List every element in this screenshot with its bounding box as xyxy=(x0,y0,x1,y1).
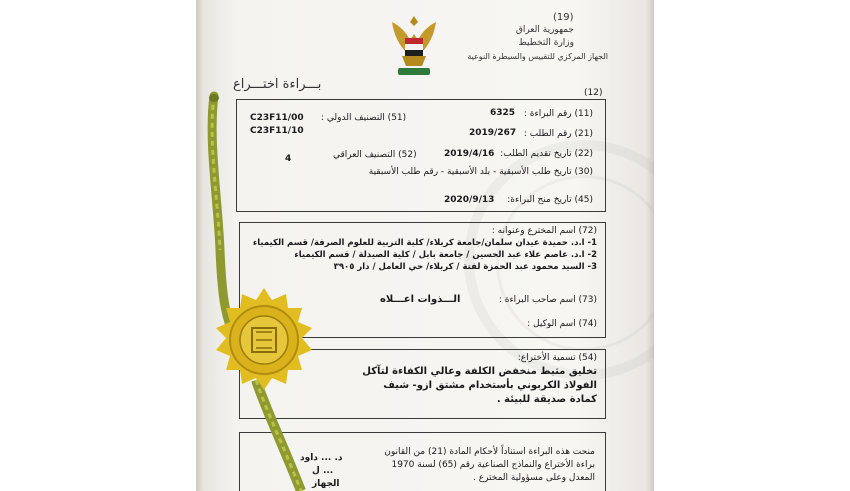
owner: الـــذوات اعـــلاه xyxy=(380,294,461,305)
invention-title-line-3: كمادة صديقة للبيئة . xyxy=(496,394,597,405)
grant-date: 2020/9/13 xyxy=(444,195,495,205)
invention-label: (54) تسمية الأختراع: xyxy=(517,353,597,363)
filing-date-label: (22) تاريخ تقديم الطلب: xyxy=(500,149,593,159)
agent-label: (74) اسم الوكيل : xyxy=(527,319,597,329)
legal-line-3: المعدل وعلى مسؤولية المخترع . xyxy=(473,473,595,483)
grant-date-label: (45) تاريخ منح البراءة: xyxy=(507,195,593,205)
intl-class-label: (51) التصنيف الدولي : xyxy=(321,113,407,123)
inventor-3: 3- السيد محمود عبد الحمزة لفتة / كربلاء/ حي العامل / دار ٣٩٠٥ xyxy=(333,262,597,272)
intl-class-1: C23F11/00 xyxy=(250,113,304,123)
filing-date: 2019/4/16 xyxy=(444,149,495,159)
priority-line: (30) تاريخ طلب الأسبقية - بلد الأسبقية - رقم طلب الأسبقية xyxy=(368,167,593,177)
republic-title: جمهورية العراق xyxy=(515,25,574,35)
green-ribbon-icon xyxy=(196,0,336,491)
intl-class-2: C23F11/10 xyxy=(250,126,304,136)
eagle-emblem-icon xyxy=(388,12,440,78)
gold-seal-icon xyxy=(198,286,330,406)
document-photo xyxy=(196,0,654,491)
document-code: (12) xyxy=(584,88,603,98)
inventor-2: 2- ا.د. عاصم علاء عبد الحسين / جامعة بابل / كلية الصيدلة / قسم الكيمياء xyxy=(294,250,597,260)
owner-label: (73) اسم صاحب البراءة : xyxy=(498,295,597,305)
inventor-1: 1- ا.د. حميدة عيدان سلمان/جامعة كربلاء/ كلية التربية للعلوم الصرفة/ قسم الكيمياء xyxy=(252,238,597,248)
ministry-title: وزارة التخطيط xyxy=(518,38,574,48)
iraqi-class: 4 xyxy=(285,154,292,164)
legal-line-1: منحت هذه البراءة استناداً لأحكام المادة (21) من القانون xyxy=(384,447,595,457)
signature-line-1: د. ... داود xyxy=(300,453,343,463)
patent-number-label: (11) رقم البراءة : xyxy=(523,109,593,119)
agency-title: الجهاز المركزي للتقييس والسيطرة النوعية xyxy=(467,52,608,61)
application-number-label: (21) رقم الطلب : xyxy=(523,129,593,139)
signature-line-2: ... ل xyxy=(312,466,334,476)
application-number: 2019/267 xyxy=(469,128,517,138)
iraqi-class-label: (52) التصنيف العراقي xyxy=(333,150,417,160)
invention-title-line-2: الفولاذ الكربوني بأستخدام مشتق ازو- شيف xyxy=(383,380,597,391)
invention-title-line-1: تخليق مثبط منخفض الكلفة وعالي الكفاءة لتآكل xyxy=(362,366,597,377)
legal-line-2: براءة الأختراع والنماذج الصناعية رقم (65) لسنة 1970 xyxy=(391,460,595,470)
patent-number: 6325 xyxy=(490,108,516,118)
page-number: (19) xyxy=(553,12,574,23)
inventors-label: (72) اسم المخترع وعنوانه : xyxy=(491,226,597,236)
signature-line-3: الجهاز xyxy=(312,479,340,489)
document-title: بـــراءة اختـــراع xyxy=(233,77,322,92)
